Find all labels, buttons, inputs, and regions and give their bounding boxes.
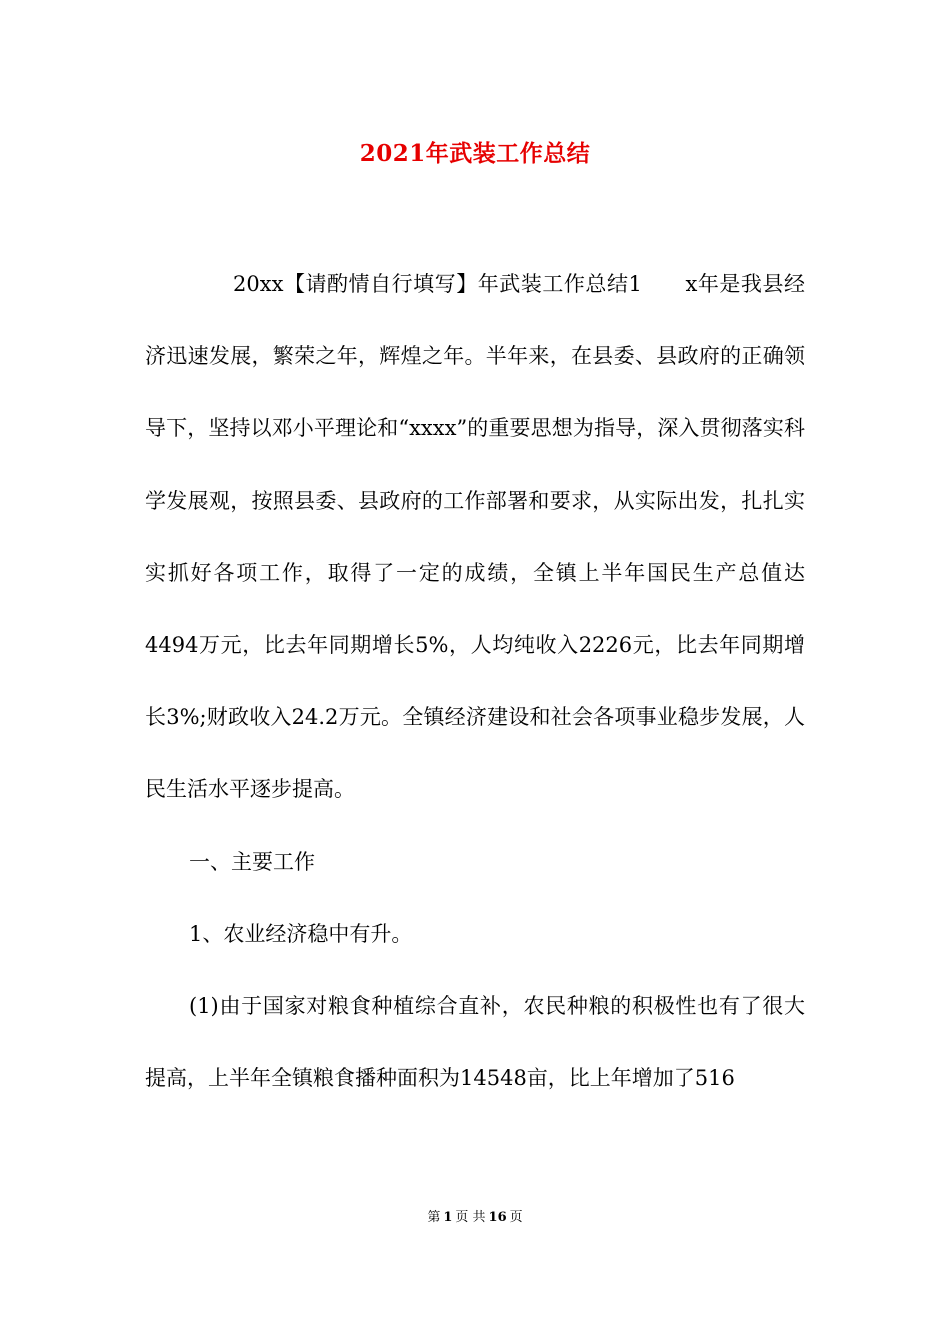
page-label-prefix: 第 [427, 1210, 441, 1225]
page-current-number: 1 [443, 1210, 453, 1225]
subsection-heading-agriculture: 1、农业经济稳中有升。 [189, 921, 413, 946]
document-title: 2021年武装工作总结 [359, 140, 591, 167]
page-label-middle: 页 共 [455, 1210, 486, 1225]
page-footer [0, 1208, 950, 1228]
page-total-number: 16 [488, 1210, 507, 1225]
paragraph-intro: 20xx【请酌情自行填写】年武装工作总结1 x年是我县经济迅速发展，繁荣之年，辉煌之年。半年来，在县委、县政府的正确领导下，坚持以邓小平理论和“xxxx”的重要思想为指导，深入贯彻落实科学发展观，按照县委、县政府的工作部署和要求，从实际出发，扎扎实实抓好各项工作，取得了一定的成绩，全镇上半年国民生产总值达4494万元，比去年同期增长5%，人均纯收入2226元，比去年同期增长3%;财政收入24.2万元。全镇经济建设和社会各项事业稳步发展，人民生活水平逐步提高。 [145, 272, 805, 802]
section-heading-main-work: 一、主要工作 [189, 849, 315, 874]
document-body [145, 248, 805, 1114]
page-label-suffix: 页 [509, 1210, 523, 1225]
paragraph-grain-planting: (1)由于国家对粮食种植综合直补，农民种粮的积极性也有了很大提高，上半年全镇粮食播种面积为14548亩，比上年增加了516 [145, 994, 805, 1091]
